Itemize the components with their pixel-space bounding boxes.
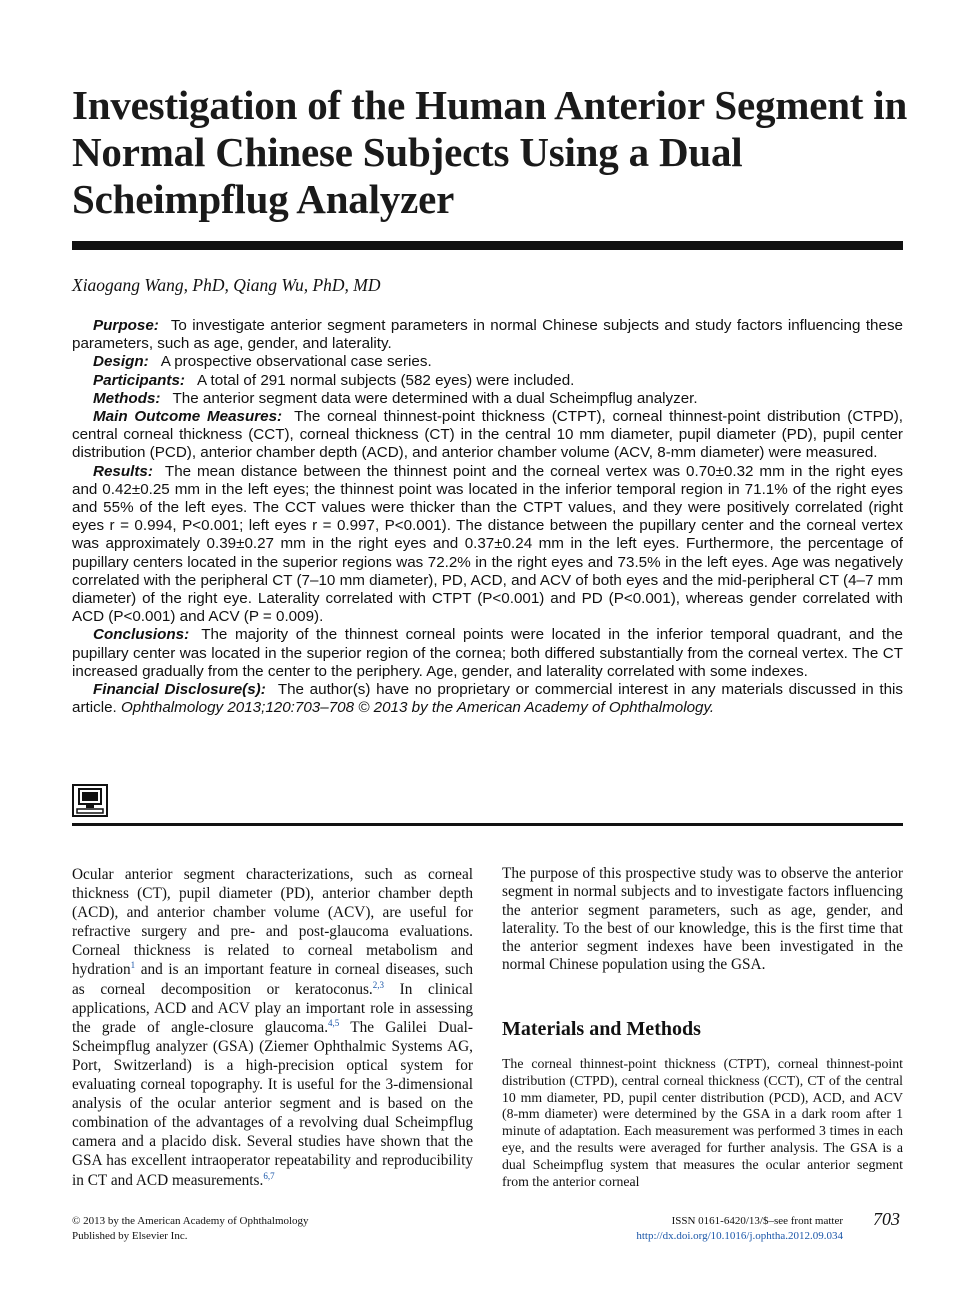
copyright-line: © 2013 by the American Academy of Ophthalmology xyxy=(72,1215,309,1227)
article-title: Investigation of the Human Anterior Segment in Normal Chinese Subjects Using a Dual Scheimpflug Analyzer xyxy=(72,82,908,222)
abstract-purpose xyxy=(72,317,903,353)
disclosure-label: Financial Disclosure(s): xyxy=(93,681,266,699)
participants-text: A total of 291 normal subjects (582 eyes) were included. xyxy=(197,371,575,389)
reference-link-6-7[interactable]: 6,7 xyxy=(263,1170,275,1181)
doi-link[interactable]: http://dx.doi.org/10.1016/j.ophtha.2012.09.034 xyxy=(636,1230,843,1242)
reference-link-2-3[interactable]: 2,3 xyxy=(372,979,384,990)
abstract xyxy=(72,317,903,717)
journal-citation: Ophthalmology 2013;120:703–708 © 2013 by the American Academy of Ophthalmology. xyxy=(120,699,715,717)
intro-text-1: Ocular anterior segment characterizations, such as corneal thickness (CT), pupil diameter (PD), anterior chamber depth (ACD), and anterior chamber volume (ACV), are useful for refractive surgery and pre- and post-glaucoma evaluations. Corneal thickness is related to corneal metabolism and hydration xyxy=(72,866,473,979)
outcomes-text: The corneal thinnest-point thickness (CTPT), corneal thinnest-point distribution (CTPD), central corneal thickness (CCT), corneal thickness (CT) in the central 10 mm diameter, pupil diameter (PD), pupil center distribution (PCD), anterior chamber depth (ACD), and anterior chamber volume (ACV, 8-mm diameter) were measured. xyxy=(72,408,903,462)
methods-label: Methods: xyxy=(93,389,161,407)
abstract-outcomes xyxy=(72,408,903,463)
conclusions-text: The majority of the thinnest corneal points were located in the inferior temporal quadrant, and the pupillary center was located in the superior region of the cornea; both differed substantially from the corneal vertex. The CT increased gradually from the center to the periphery. Age, gender, and laterality correlated with some indexes. xyxy=(72,626,903,680)
intro-paragraph xyxy=(72,865,473,1190)
methods-column xyxy=(502,1056,903,1190)
methods-text: The anterior segment data were determined with a dual Scheimpflug analyzer. xyxy=(172,389,698,407)
disclosure-text: The author(s) have no proprietary or commercial interest in any materials discussed in this article. xyxy=(72,681,904,717)
methods-heading: Materials and Methods xyxy=(502,1018,701,1040)
outcomes-label: Main Outcome Measures: xyxy=(93,408,283,426)
abstract-design xyxy=(72,353,903,371)
publisher-line: Published by Elsevier Inc. xyxy=(72,1230,188,1242)
issn-line: ISSN 0161-6420/13/$–see front matter xyxy=(671,1215,843,1227)
author-line: Xiaogang Wang, PhD, Qiang Wu, PhD, MD xyxy=(72,275,381,295)
abstract-disclosure xyxy=(72,681,903,717)
study-purpose-paragraph: The purpose of this prospective study was to observe the anterior segment in normal subjects and to investigate factors influencing the anterior segment parameters, such as age, gender, and laterality. To the best of our knowledge, this is the first time that the anterior segment indexes have been investigated in the normal Chinese population using the GSA. xyxy=(502,865,903,974)
abstract-results xyxy=(72,463,903,627)
results-label: Results: xyxy=(93,462,153,480)
intro-right-column xyxy=(502,865,903,975)
reference-link-1[interactable]: 1 xyxy=(130,960,136,971)
purpose-text: To investigate anterior segment parameters in normal Chinese subjects and study factors influencing these parameters, such as age, gender, and laterality. xyxy=(72,317,903,353)
intro-text-2: and is an important feature in corneal diseases, such as corneal decomposition or keratoconus. xyxy=(72,961,473,998)
abstract-conclusions xyxy=(72,626,903,681)
intro-left-column xyxy=(72,865,473,1190)
purpose-label: Purpose: xyxy=(93,317,159,334)
footer-right xyxy=(600,1214,843,1244)
footer-left xyxy=(72,1214,309,1244)
computer-monitor-icon[interactable] xyxy=(72,784,108,817)
abstract-rule xyxy=(72,823,903,826)
reference-link-4-5[interactable]: 4,5 xyxy=(328,1017,340,1028)
title-rule xyxy=(72,241,903,250)
intro-text-4: The Galilei Dual-Scheimpflug analyzer (GSA) (Ziemer Ophthalmic Systems AG, Port, Switzerland) is a high-precision optical system for evaluating corneal topography. It is useful for the 3-dimensional analysis of the ocular anterior segment and is based on the combination of the advantages of a revolving dual Scheimpflug camera and a placido disk. Several studies have shown that the GSA has excellent intraoperator repeatability and reproducibility in CT and ACD measurements. xyxy=(72,1018,473,1189)
abstract-methods xyxy=(72,390,903,408)
page-number: 703 xyxy=(873,1209,900,1229)
participants-label: Participants: xyxy=(93,371,185,389)
intro-text-3: In clinical applications, ACD and ACV play an important role in assessing the grade of angle-closure glaucoma. xyxy=(72,980,473,1036)
design-label: Design: xyxy=(93,353,149,371)
abstract-participants xyxy=(72,372,903,390)
results-text: The mean distance between the thinnest point and the corneal vertex was 0.70±0.32 mm in the right eyes and 0.42±0.25 mm in the left eyes; the thinnest point was located in the inferior temporal region in 71.1% of the right eyes and 55% of the left eyes. The CCT values were thicker than the CTPT values, and they were positively correlated (right eyes r = 0.994, P<0.001; left eyes r = 0.997, P<0.001). The distance between the pupillary center and the corneal vertex was approximately 0.39±0.27 mm in the right eyes and 0.37±0.24 mm in the left eyes. Furthermore, the percentage of pupillary centers located in the superior regions was 72.2% in the right eyes and 73.5% in the left eyes. Age was negatively correlated with the peripheral CT (7–10 mm diameter), PD, ACD, and ACV of both eyes and the mid-peripheral CT (4–7 mm diameter) of the right eye. Laterality correlated with CTPT (P<0.001) and PD (P<0.001), whereas gender correlated with ACD (P<0.001) and ACV (P = 0.009). xyxy=(72,462,903,626)
design-text: A prospective observational case series. xyxy=(160,353,432,371)
conclusions-label: Conclusions: xyxy=(93,626,190,644)
methods-paragraph: The corneal thinnest-point thickness (CTPT), corneal thinnest-point distribution (CTPD), central corneal thickness (CCT), CT of the central 10 mm diameter, PD, pupil center distribution (PCD), ACD, and ACV (8-mm diameter) were determined by the GSA in a dark room after 1 minute of adaptation. Each measurement was performed 3 times in each eye, and the results were averaged for further analysis. The GSA is a dual Scheimpflug system that measures the ocular anterior segment from the anterior corneal xyxy=(502,1056,903,1189)
